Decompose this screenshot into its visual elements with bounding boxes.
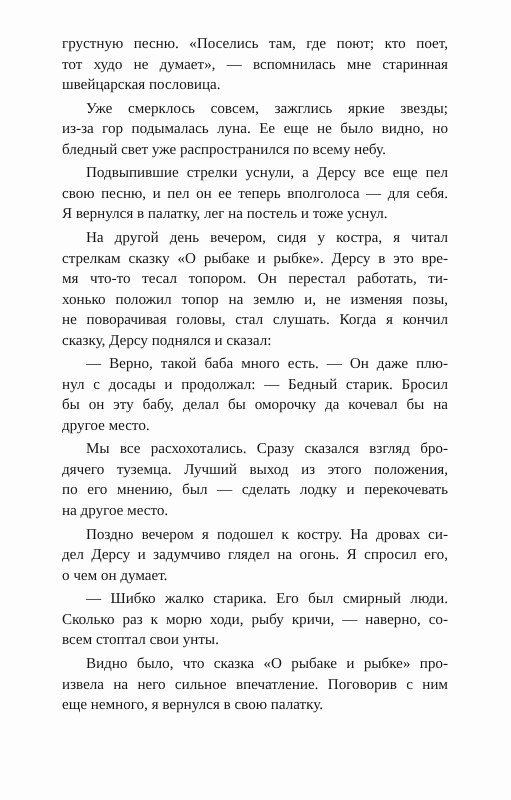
- text-line: Уже смерклось совсем, зажглись яркие звезды;: [86, 100, 448, 117]
- text-line: Сколько раз к морю ходи, рыбу кричи, — наверно, со-: [62, 611, 448, 628]
- text-line: — Шибко жалко старика. Его был смирный люди.: [86, 591, 448, 608]
- text-line: всем стоптал свои унты.: [62, 632, 219, 649]
- text-line: бы он эту бабу, делал бы оморочку да кочевал бы на: [62, 397, 448, 414]
- text-line: не поворачивая головы, стал слушать. Когда я кончил: [62, 312, 448, 329]
- paragraph: [62, 99, 448, 161]
- page-body-text: [62, 34, 448, 719]
- text-line: хонько положил топор на землю и, не изменяя позы,: [62, 291, 448, 308]
- text-line: сказку, Дерсу поднялся и сказал:: [62, 332, 272, 349]
- text-line: — Верно, такой баба много есть. — Он даже плю-: [86, 356, 448, 373]
- text-line: на другое место.: [62, 502, 169, 519]
- text-line: швейцарская пословица.: [62, 77, 221, 93]
- paragraph: [62, 163, 448, 225]
- text-line: бледный свет уже распространился по всему небу.: [62, 141, 386, 158]
- text-line: дел Дерсу и задумчиво глядел на огонь. Я спросил его,: [62, 547, 448, 564]
- text-line: еще немного, я вернулся в свою палатку.: [62, 697, 324, 713]
- text-line: Видно было, что сказка «О рыбаке и рыбке» про-: [86, 656, 448, 672]
- text-line: Подвыпившие стрелки уснули, а Дерсу все еще пел: [86, 165, 448, 182]
- paragraph: [62, 354, 448, 436]
- text-line: свою песню, и пел он ее теперь вполголоса — для себя.: [62, 185, 448, 202]
- paragraph: [62, 589, 448, 651]
- text-line: другое место.: [62, 417, 150, 434]
- paragraph: [62, 228, 448, 351]
- text-line: грустную песню. «Поселись там, где поют; кто поет,: [62, 36, 448, 52]
- paragraph: [62, 525, 448, 587]
- text-line: мя что-то тесал топором. Он перестал работать, ти-: [62, 271, 448, 288]
- text-line: тот худо не думает», — вспомнилась мне старинная: [62, 56, 448, 73]
- text-line: На другой день вечером, сидя у костра, я читал: [86, 230, 448, 247]
- text-line: извела на него сильное впечатление. Поговорив с ним: [62, 676, 448, 693]
- text-line: дячего туземца. Лучший выход из этого положения,: [62, 461, 448, 478]
- text-line: Поздно вечером я подошел к костру. На дровах си-: [86, 526, 448, 543]
- text-line: нул с досады и продолжал: — Бедный старик. Бросил: [62, 376, 448, 393]
- text-line: Мы все расхохотались. Сразу сказался взгляд бро-: [86, 441, 448, 458]
- paragraph: [62, 439, 448, 521]
- text-line: о чем он думает.: [62, 567, 168, 584]
- text-line: стрелкам сказку «О рыбаке и рыбке». Дерсу в это вре-: [62, 250, 448, 267]
- paragraph: [62, 34, 448, 96]
- text-line: по его мнению, был — сделать лодку и перекочевать: [62, 482, 448, 499]
- text-line: из-за гор подымалась луна. Ее еще не было видно, но: [62, 121, 448, 138]
- paragraph: [62, 654, 448, 716]
- text-line: Я вернулся в палатку, лег на постель и тоже уснул.: [62, 206, 388, 223]
